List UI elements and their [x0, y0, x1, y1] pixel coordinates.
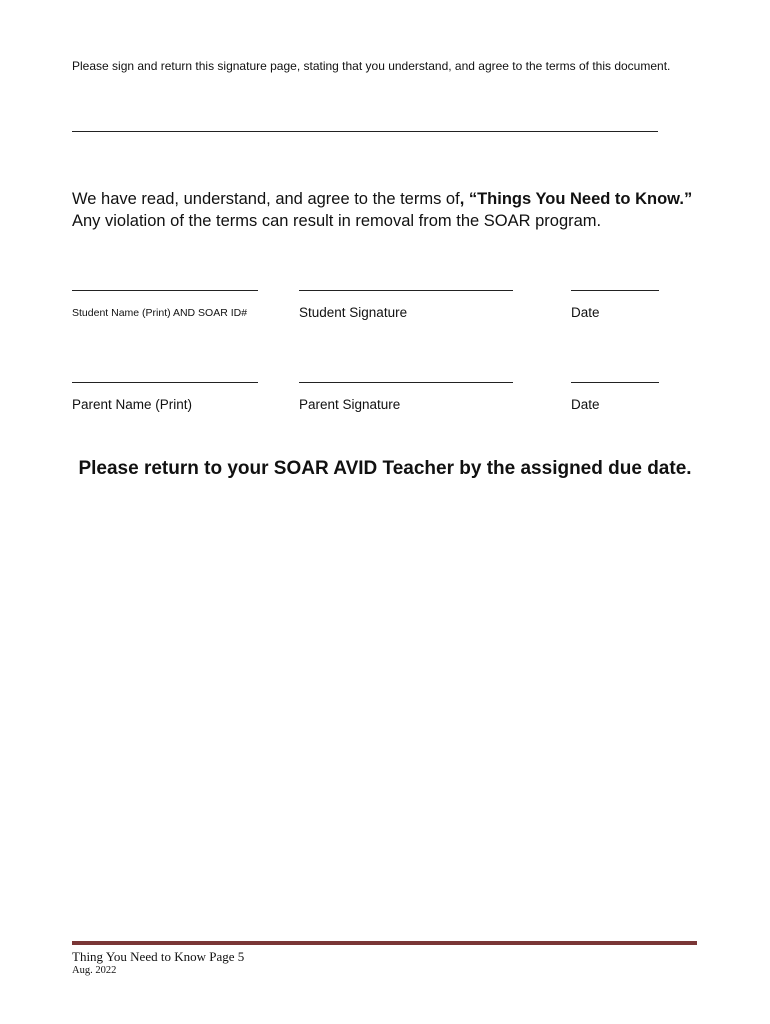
agreement-prefix: We have read, understand, and agree to the terms of [72, 190, 460, 208]
return-notice: Please return to your SOAR AVID Teacher by the assigned due date. [78, 458, 692, 479]
student-date-line[interactable] [571, 289, 659, 291]
parent-signature-label: Parent Signature [299, 397, 401, 412]
footer-page-title: Thing You Need to Know Page 5 [72, 949, 245, 964]
agreement-suffix: Any violation of the terms can result in removal from the SOAR program. [72, 212, 602, 230]
parent-name-label: Parent Name (Print) [72, 397, 193, 412]
footer-rule [72, 941, 697, 945]
student-signature-label: Student Signature [299, 305, 408, 320]
student-name-line[interactable] [72, 289, 258, 291]
parent-signature-line[interactable] [299, 381, 513, 383]
footer-date: Aug. 2022 [72, 965, 117, 976]
intro-text: Please sign and return this signature page, stating that you understand, and agree to the terms of this document. [72, 59, 671, 73]
parent-date-line[interactable] [571, 381, 659, 383]
student-signature-line[interactable] [299, 289, 513, 291]
parent-name-line[interactable] [72, 381, 258, 383]
agreement-statement [72, 188, 712, 232]
agreement-document-title: , “Things You Need to Know.” [459, 190, 693, 208]
document-signature-line[interactable] [72, 130, 658, 132]
student-name-label: Student Name (Print) AND SOAR ID# [72, 307, 248, 319]
parent-date-label: Date [571, 397, 600, 412]
student-date-label: Date [571, 305, 600, 320]
